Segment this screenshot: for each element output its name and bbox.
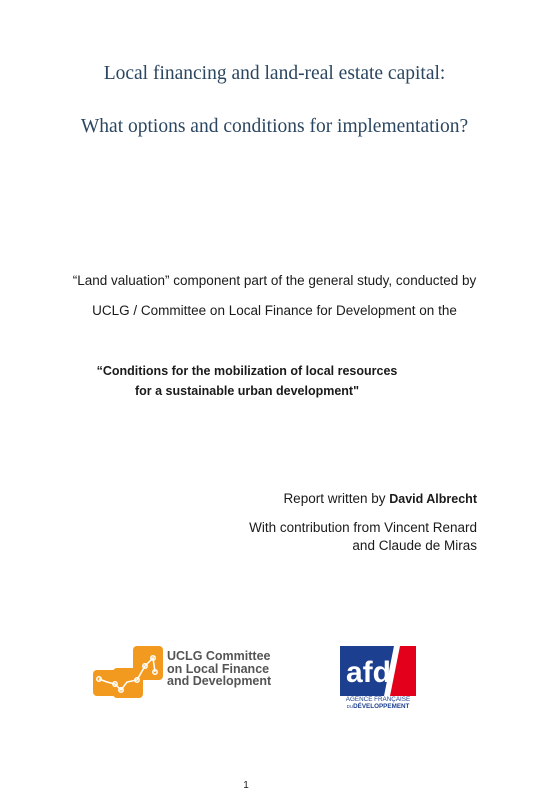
document-title-line1: Local financing and land-real estate capital:: [103, 63, 446, 84]
study-title-line2: for a sustainable urban development": [134, 384, 360, 398]
afd-caption-line2: [339, 703, 417, 710]
afd-caption-du: DU: [346, 704, 354, 709]
uclg-logo-icon: [93, 646, 165, 706]
afd-caption-line1: AGENCE FRANÇAISE: [345, 696, 411, 703]
contribution-line2: and Claude de Miras: [352, 538, 477, 553]
report-prefix: Report written by: [283, 491, 390, 506]
afd-caption-dev: DÉVELOPPEMENT: [353, 703, 410, 710]
uclg-logo-line2: on Local Finance: [167, 661, 270, 676]
study-title-line1: “Conditions for the mobilization of local resources: [96, 364, 398, 378]
page-number: 1: [243, 780, 249, 791]
intro-line2: UCLG / Committee on Local Finance for Development on the: [92, 303, 457, 318]
svg-text:afd: afd: [346, 656, 391, 689]
intro-line1: “Land valuation” component part of the general study, conducted by: [72, 273, 477, 288]
uclg-logo-line3: and Development: [167, 674, 272, 688]
document-title-line2: What options and conditions for implementation?: [80, 116, 469, 137]
report-author-line: [283, 491, 477, 506]
contribution-line1: With contribution from Vincent Renard: [249, 520, 477, 535]
author-name: David Albrecht: [389, 492, 477, 506]
afd-logo-icon: [340, 646, 416, 696]
uclg-logo-line1: UCLG Committee: [167, 649, 271, 663]
uclg-logo-text: [167, 650, 271, 688]
